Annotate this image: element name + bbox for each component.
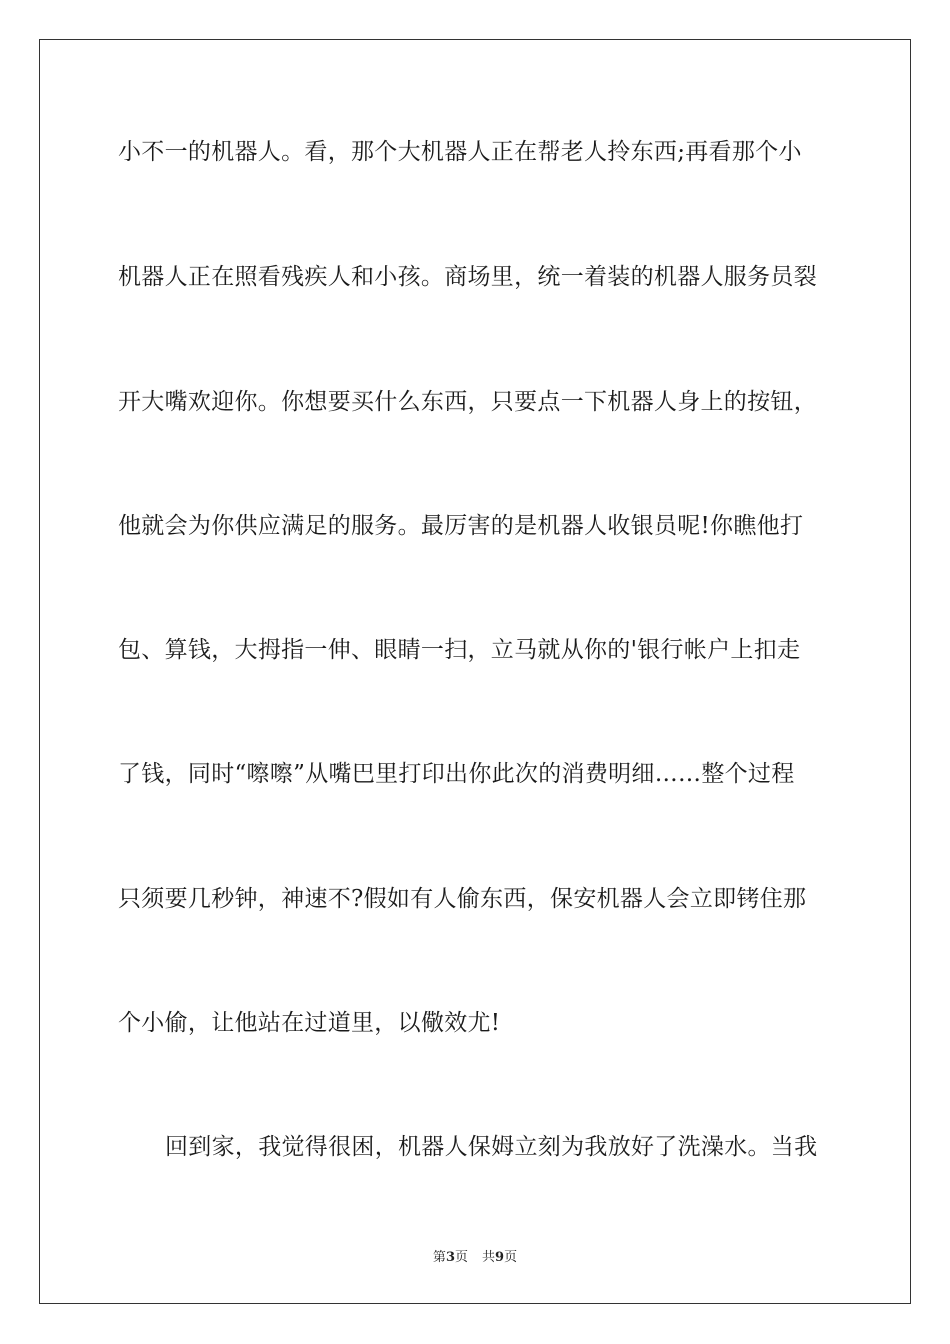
paragraph-start-line: 回到家，我觉得很困，机器人保姆立刻为我放好了洗澡水。当我 [165, 1134, 818, 1160]
text-line: 包、算钱，大拇指一伸、眼睛一扫，立马就从你的'银行帐户上扣走 [118, 637, 801, 663]
total-page-number: 9 [495, 1250, 505, 1265]
total-prefix: 共 [482, 1250, 496, 1265]
text-line: 个小偷，让他站在过道里，以儆效尤! [118, 1010, 501, 1036]
page-unit: 页 [454, 1250, 468, 1265]
text-line: 了钱，同时“嚓嚓”从嘴巴里打印出你此次的消费明细……整个过程 [118, 761, 795, 787]
page-border [39, 39, 911, 1304]
page-prefix: 第 [432, 1250, 446, 1265]
page-footer [0, 1249, 950, 1267]
text-line: 他就会为你供应满足的服务。最厉害的是机器人收银员呢!你瞧他打 [118, 513, 804, 539]
text-line: 小不一的机器人。看，那个大机器人正在帮老人拎东西;再看那个小 [118, 139, 802, 165]
current-page-number: 3 [445, 1250, 455, 1265]
text-line: 开大嘴欢迎你。你想要买什么东西，只要点一下机器人身上的按钮， [118, 389, 817, 415]
text-line: 只须要几秒钟，神速不?假如有人偷东西，保安机器人会立即铐住那 [118, 886, 807, 912]
total-unit: 页 [504, 1250, 518, 1265]
text-line: 机器人正在照看残疾人和小孩。商场里，统一着装的机器人服务员裂 [118, 264, 817, 290]
